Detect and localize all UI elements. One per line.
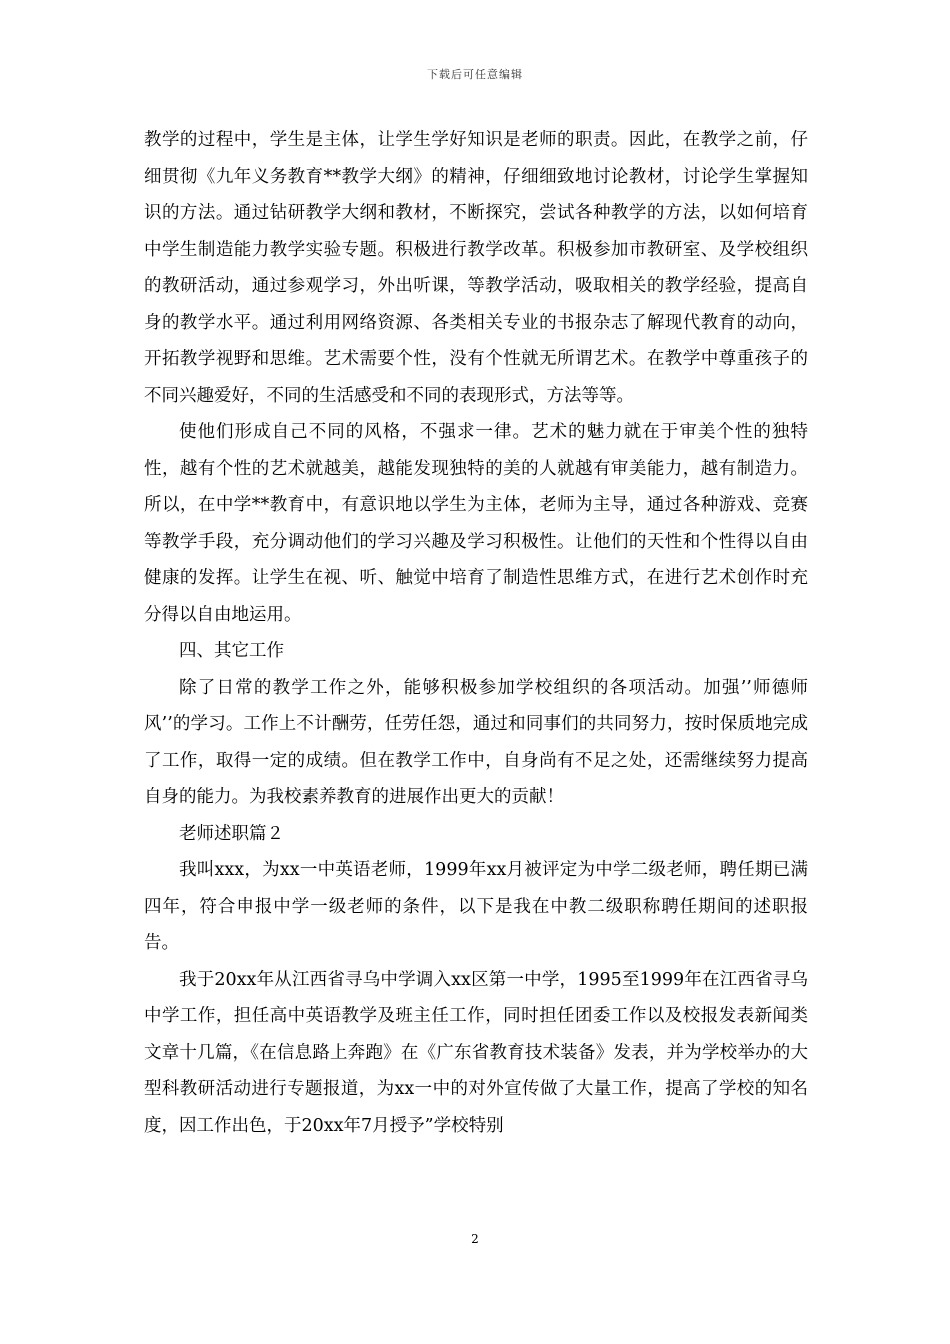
document-body <box>144 122 808 1144</box>
paragraph-individual-style: 使他们形成自己不同的风格，不强求一律。艺术的魅力就在于审美个性的独特性，越有个性的艺术就越美，越能发现独特的美的人就越有审美能力，越有制造力。所以，在中学**教育中，有意识地以学生为主体，老师为主导，通过各种游戏、竞赛等教学手段，充分调动他们的学习兴趣及学习积极性。让他们的天性和个性得以自由健康的发挥。让学生在视、听、触觉中培育了制造性思维方式，在进行艺术创作时充分得以自由地运用。 <box>144 422 808 625</box>
paragraph-other-work: 除了日常的教学工作之外，能够积极参加学校组织的各项活动。加强’’师德师风’’的学习。工作上不计酬劳，任劳任怨，通过和同事们的共同努力，按时保质地完成了工作，取得一定的成绩。但在教学工作中，自身尚有不足之处，还需继续努力提高自身的能力。为我校素养教育的进展作出更大的贡献！ <box>144 677 808 807</box>
paragraph-self-introduction: 我叫xxx，为xx一中英语老师，1999年xx月被评定为中学二级老师，聘任期已满四年，符合申报中学一级老师的条件，以下是我在中教二级职称聘任期间的述职报告。 <box>144 860 808 953</box>
page-number: 2 <box>471 1232 479 1246</box>
section-heading-report-2: 老师述职篇２ <box>179 823 284 844</box>
paragraph-teaching-process: 教学的过程中，学生是主体，让学生学好知识是老师的职责。因此，在教学之前，仔细贯彻《九年义务教育**教学大纲》的精神，仔细细致地讨论教材，讨论学生掌握知识的方法。通过钻研教学大纲和教材，不断探究，尝试各种教学的方法，以如何培育中学生制造能力教学实验专题。积极进行教学改革。积极参加市教研室、及学校组织的教研活动，通过参观学习，外出听课，等教学活动，吸取相关的教学经验，提高自身的教学水平。通过利用网络资源、各类相关专业的书报杂志了解现代教育的动向，开拓教学视野和思维。艺术需要个性，没有个性就无所谓艺术。在教学中尊重孩子的不同兴趣爱好，不同的生活感受和不同的表现形式，方法等等。 <box>144 130 808 406</box>
section-heading-other-work: 四、其它工作 <box>179 641 284 661</box>
paragraph-work-history: 我于20xx年从江西省寻乌中学调入xx区第一中学，1995至1999年在江西省寻乌中学工作，担任高中英语教学及班主任工作，同时担任团委工作以及校报发表新闻类文章十几篇，《在信息路上奔跑》在《广东省教育技术装备》发表，并为学校举办的大型科教研活动进行专题报道，为xx一中的对外宣传做了大量工作，提高了学校的知名度，因工作出色，于20xx年7月授予”学校特别 <box>144 969 808 1136</box>
page-header: 下载后可任意编辑 <box>427 68 523 81</box>
